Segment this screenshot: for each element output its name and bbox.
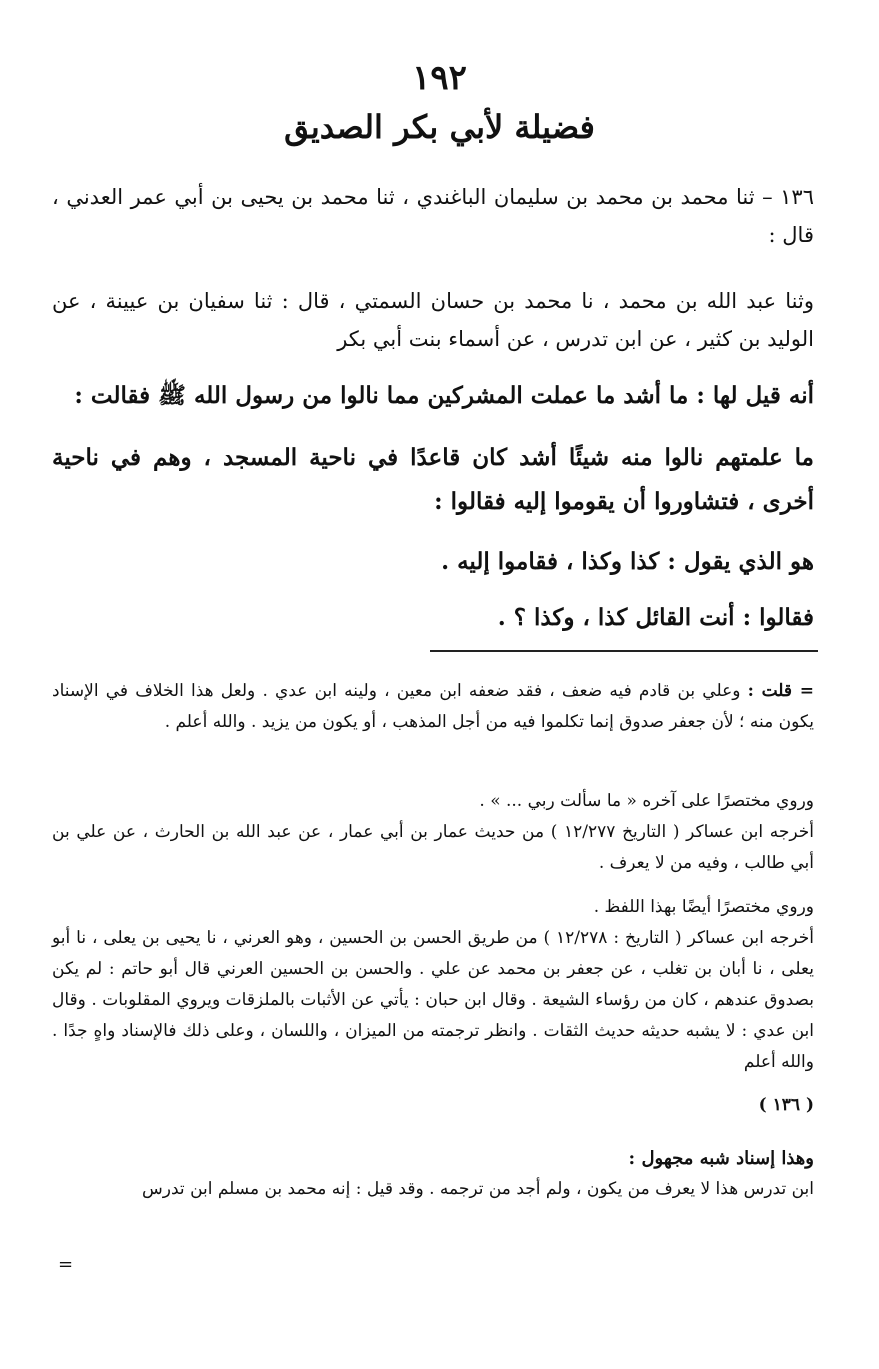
hadith-text-4: فقالوا : أنت القائل كذا ، وكذا ؟ . <box>497 604 814 631</box>
footnote-8: ابن تدرس هذا لا يعرف من يكون ، ولم أجد من ترجمه . وقد قيل : إنه محمد بن مسلم ابن تدرس <box>142 1179 814 1199</box>
footnote-1-lead: = قلت : <box>747 681 814 701</box>
continuation-mark: = <box>58 1254 74 1275</box>
hadith-text-1: أنه قيل لها : ما أشد ما عملت المشركين مما نالوا من رسول الله ﷺ فقالت : <box>74 382 814 409</box>
footnote-5: أخرجه ابن عساكر ( التاريخ : ١٢/٢٧٨ ) من طريق الحسن بن الحسين ، وهو العرني ، نا يحيى بن يعلى ، نا أبو يعلى ، نا أبان بن تغلب ، عن جعفر بن محمد عن علي . والحسن بن الحسين العرني قال أبو حاتم : لم يكن بصدوق عندهم ، كان من رؤساء الشيعة . وقال ابن حبان : يأتي عن الأثبات بالملزقات ويروي المقلوبات . وقال ابن عدي : لا يشبه حديثه حديث الثقات . وانظر ترجمته من الميزان ، واللسان ، وعلى ذلك فالإسناد واهٍ جدًا . والله أعلم <box>52 928 814 1072</box>
page-title: فضيلة لأبي بكر الصديق <box>284 108 595 146</box>
footnote-heading: وهذا إسناد شبه مجهول : <box>628 1148 814 1169</box>
footnote-reference-136 <box>52 1090 814 1121</box>
hadith-chain-2: وثنا عبد الله بن محمد ، نا محمد بن حسان السمتي ، قال : ثنا سفيان بن عيينة ، عن الوليد بن كثير ، عن ابن تدرس ، عن أسماء بنت أبي بكر <box>52 289 814 351</box>
footnote-reference-label: ( ١٣٦ ) <box>758 1095 814 1115</box>
hadith-chain-1: ١٣٦ – ثنا محمد بن محمد بن سليمان الباغندي ، ثنا محمد بن يحيى بن أبي عمر العدني ، قال : <box>52 185 814 247</box>
footnote-4: وروي مختصرًا أيضًا بهذا اللفظ . <box>593 897 814 917</box>
page-number: ١٩٢ <box>412 58 467 98</box>
footnote-1 <box>52 676 814 738</box>
footnote-divider <box>430 650 818 652</box>
hadith-text-2: ما علمتهم نالوا منه شيئًا أشد كان قاعدًا في ناحية المسجد ، وهم في ناحية أخرى ، فتشاوروا أن يقوموا إليه فقالوا : <box>52 444 814 515</box>
footnote-1-text: وعلي بن قادم فيه ضعف ، فقد ضعفه ابن معين ، ولينه ابن عدي . ولعل هذا الخلاف في الإسناد يكون منه ؛ لأن جعفر صدوق إنما تكلموا فيه من أجل المذهب ، أو يكون من يزيد . والله أعلم . <box>52 681 814 732</box>
footnote-2: وروي مختصرًا على آخره « ما سألت ربي ... » . <box>479 791 814 811</box>
hadith-text-3: هو الذي يقول : كذا وكذا ، فقاموا إليه . <box>441 548 814 575</box>
footnote-3: أخرجه ابن عساكر ( التاريخ ١٢/٢٧٧ ) من حديث عمار بن أبي عمار ، عن عبد الله بن الحارث ، عن علي بن أبي طالب ، وفيه من لا يعرف . <box>52 822 814 873</box>
